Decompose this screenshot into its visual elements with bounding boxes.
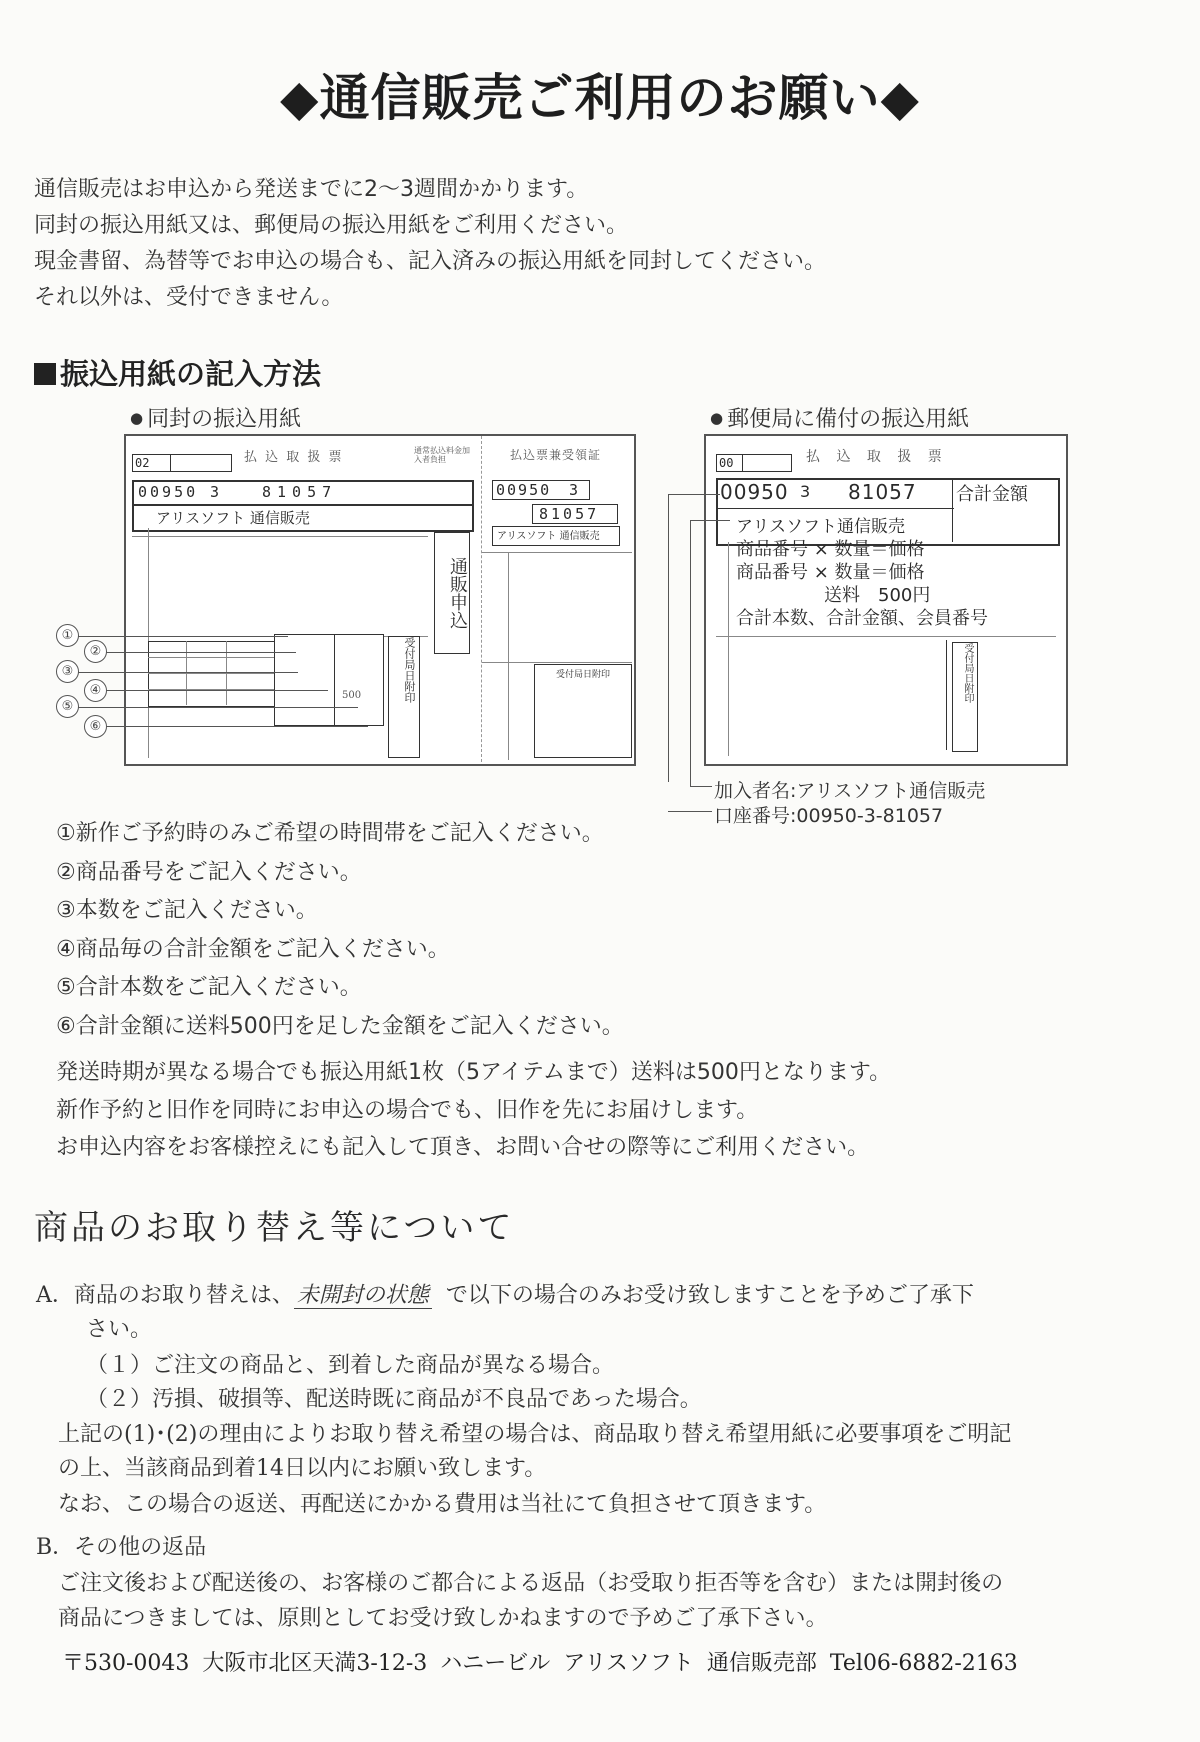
receipt-stamp-area: 受付局日附印 bbox=[388, 636, 420, 758]
subscriber-name: アリスソフト通信販売 bbox=[736, 517, 905, 537]
marker-4: ④ bbox=[84, 679, 107, 702]
receipt-date-stamp: 受付局日附印 bbox=[952, 642, 978, 752]
exchange-b-heading: B．その他の返品 bbox=[36, 1535, 207, 1560]
account-left: 00950 bbox=[720, 480, 789, 504]
slip-header: 払 込 取 扱 票 bbox=[244, 450, 344, 465]
item-grid bbox=[148, 641, 276, 707]
rule-line bbox=[186, 641, 187, 705]
rule-line bbox=[728, 542, 729, 756]
slip-code: 00 bbox=[716, 454, 744, 472]
exchange-item-2: （２）汚損、破損等、配送時既に商品が不良品であった場合。 bbox=[86, 1387, 702, 1412]
post-office-transfer-slip bbox=[704, 434, 1068, 766]
leader-line bbox=[690, 520, 691, 786]
rule-line bbox=[952, 478, 953, 542]
account-left: 00950 bbox=[138, 483, 199, 501]
list-item: ⑤合計本数をご記入ください。 bbox=[56, 975, 362, 1000]
subscriber-name-box bbox=[132, 504, 474, 532]
rule-line bbox=[716, 636, 1056, 637]
exchange-cost-note: なお、この場合の返送、再配送にかかる費用は当社にて負担させて頂きます。 bbox=[58, 1492, 827, 1517]
company-address-footer: 〒530-0043 大阪市北区天満3-12-3 ハニービル アリスソフト 通信販売部 Tel06-6882-2163 bbox=[62, 1651, 1018, 1676]
shipping-amount: 500 bbox=[342, 690, 362, 701]
marker-5: ⑤ bbox=[56, 695, 79, 718]
exchange-a-cont: さい。 bbox=[86, 1317, 153, 1342]
receipt-date-stamp: 受付局日附印 bbox=[534, 664, 632, 758]
slip-code: 02 bbox=[132, 454, 174, 472]
fee-column bbox=[334, 634, 384, 726]
receipt-name-box bbox=[492, 526, 620, 546]
rule-line bbox=[482, 662, 632, 663]
intro-line: 通信販売はお申込から発送までに2～3週間かかります。 bbox=[34, 177, 589, 202]
receipt-header: 払込票兼受領証 bbox=[510, 448, 602, 462]
slip-code-box bbox=[742, 454, 792, 472]
receipt-account-right-box bbox=[532, 504, 618, 524]
bullet-icon: ● bbox=[710, 409, 724, 427]
intro-line: それ以外は、受付できません。 bbox=[34, 285, 344, 310]
leader-line bbox=[106, 652, 296, 653]
marker-6: ⑥ bbox=[84, 715, 107, 738]
exchange-para-line: の上、当該商品到着14日以内にお願い致します。 bbox=[58, 1456, 547, 1481]
account-callout: 口座番号:00950-3-81057 bbox=[714, 805, 944, 827]
account-right: 81057 bbox=[262, 483, 338, 501]
receipt-account-mid: 3 bbox=[569, 481, 581, 499]
slip-code-box bbox=[170, 454, 232, 472]
perforation-line bbox=[481, 436, 482, 762]
fee-note: 通常払込料金加入者負担 bbox=[414, 446, 470, 464]
square-bullet-icon bbox=[34, 363, 56, 385]
rule-line bbox=[508, 552, 509, 760]
memo-line: 商品番号 × 数量＝価格 bbox=[736, 539, 925, 560]
total-amount-label: 合計金額 bbox=[956, 484, 1028, 505]
memo-line: 送料 500円 bbox=[824, 585, 931, 606]
memo-lines bbox=[736, 538, 988, 630]
rule-line bbox=[716, 508, 954, 509]
shipping-notes bbox=[56, 1054, 891, 1167]
account-right: 81057 bbox=[848, 480, 917, 504]
subscriber-callout: 加入者名:アリスソフト通信販売 bbox=[714, 780, 986, 802]
leader-line bbox=[78, 707, 358, 708]
leader-line bbox=[78, 636, 288, 637]
enclosed-transfer-slip bbox=[124, 434, 636, 766]
list-item: ⑥合計金額に送料500円を足した金額をご記入ください。 bbox=[56, 1013, 624, 1039]
leader-line bbox=[690, 520, 730, 521]
mail-order-stamp: 通販申込 bbox=[434, 532, 470, 654]
left-form-caption: ● 同封の振込用紙 bbox=[130, 407, 302, 432]
rule-line bbox=[226, 641, 227, 705]
rule-line bbox=[482, 552, 632, 553]
receipt-name: アリスソフト 通信販売 bbox=[497, 531, 600, 542]
list-item: ①新作ご予約時のみご希望の時間帯をご記入ください。 bbox=[56, 821, 604, 846]
note-line: 発送時期が異なる場合でも振込用紙1枚（5アイテムまで）送料は500円となります。 bbox=[56, 1060, 892, 1085]
rule-line bbox=[946, 640, 947, 750]
account-mid: 3 bbox=[800, 482, 811, 501]
account-mid: 3 bbox=[210, 483, 220, 501]
leader-line bbox=[668, 494, 720, 495]
intro-text bbox=[34, 172, 826, 316]
marker-3: ③ bbox=[56, 660, 79, 683]
intro-line: 同封の振込用紙又は、郵便局の振込用紙をご利用ください。 bbox=[34, 213, 629, 238]
exchange-para-line: 上記の(1)･(2)の理由によりお取り替え希望の場合は、商品取り替え希望用紙に必要事項をご明記 bbox=[58, 1422, 1012, 1447]
note-line: 新作予約と旧作を同時にお申込の場合でも、旧作を先にお届けします。 bbox=[56, 1097, 759, 1123]
exchange-a-line: A．商品のお取り替えは、 未開封の状態 で以下の場合のみお受け致しますことを予めご了承下 bbox=[36, 1283, 974, 1308]
memo-line: 合計本数、合計金額、会員番号 bbox=[736, 608, 988, 629]
intro-line: 現金書留、為替等でお申込の場合も、記入済みの振込用紙を同封してください。 bbox=[34, 249, 827, 274]
memo-line: 商品番号 × 数量＝価格 bbox=[736, 562, 925, 583]
leader-line bbox=[668, 811, 712, 812]
exchange-item-1: （１）ご注文の商品と、到着した商品が異なる場合。 bbox=[86, 1353, 615, 1378]
list-item: ②商品番号をご記入ください。 bbox=[56, 859, 362, 885]
marker-2: ② bbox=[84, 640, 107, 663]
leader-line bbox=[668, 494, 669, 782]
bullet-icon: ● bbox=[130, 409, 144, 427]
list-item: ③本数をご記入ください。 bbox=[56, 898, 318, 923]
receipt-account-right: 81057 bbox=[539, 505, 600, 523]
unopened-emphasis: 未開封の状態 bbox=[294, 1283, 432, 1309]
note-line: お申込内容をお客様控えにも記入して頂き、お問い合せの際等にご利用ください。 bbox=[56, 1135, 870, 1160]
marker-1: ① bbox=[56, 624, 79, 647]
exchange-b-line: ご注文後および配送後の、お客様のご都合による返品（お受取り拒否等を含む）または開封後の bbox=[58, 1571, 1004, 1596]
list-item: ④商品毎の合計金額をご記入ください。 bbox=[56, 936, 450, 962]
leader-line bbox=[78, 672, 298, 673]
rule-line bbox=[132, 536, 428, 537]
numbered-instructions bbox=[56, 815, 624, 1046]
leader-line bbox=[106, 690, 328, 691]
subscriber-name: アリスソフト 通信販売 bbox=[156, 509, 310, 527]
receipt-account-left: 00950 bbox=[496, 481, 552, 499]
exchange-heading: 商品のお取り替え等について bbox=[34, 1208, 515, 1248]
section-heading: 振込用紙の記入方法 bbox=[34, 352, 321, 393]
slip-header: 払 込 取 扱 票 bbox=[806, 449, 948, 465]
total-column bbox=[274, 634, 336, 726]
account-number-box bbox=[132, 480, 474, 506]
leader-line bbox=[690, 786, 712, 787]
page-title: ◆通信販売ご利用のお願い◆ bbox=[280, 69, 920, 127]
exchange-b-line: 商品につきましては、原則としてお受け致しかねますので予めご了承下さい。 bbox=[58, 1606, 828, 1631]
receipt-account-box bbox=[492, 480, 590, 500]
right-form-caption: ● 郵便局に備付の振込用紙 bbox=[710, 407, 970, 432]
leader-line bbox=[106, 726, 368, 727]
